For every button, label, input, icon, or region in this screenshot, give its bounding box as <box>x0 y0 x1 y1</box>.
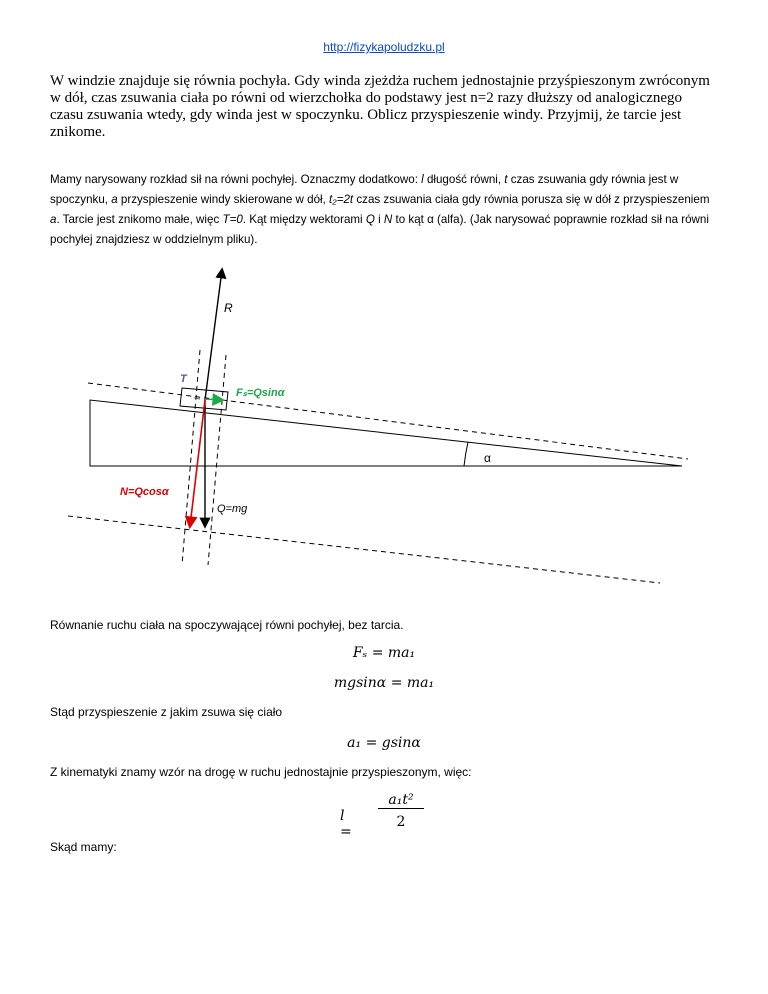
section-text-3: Z kinematyki znamy wzór na drogę w ruchu jednostajnie przyspieszonym, więc: <box>50 765 472 779</box>
label-R: R <box>224 301 233 315</box>
equation-2: mgsinα = ma₁ <box>333 675 435 691</box>
label-Q: Q=mg <box>217 503 248 515</box>
dashed-line-top <box>88 383 688 459</box>
angle-arc <box>464 442 468 466</box>
section-text-1: Równanie ruchu ciała na spoczywającej równi pochyłej, bez tarcia. <box>50 618 404 632</box>
label-T: T <box>180 373 187 385</box>
sliding-force-arrow <box>205 399 222 400</box>
equation-1: Fₛ = ma₁ <box>352 645 416 661</box>
friction-mark <box>194 398 200 399</box>
intro-paragraph: Mamy narysowany rozkład sił na równi pochyłej. Oznaczmy dodatkowo: l długość równi, t czas zsuwania gdy równia jest w spoczynku, a przyspieszenie windy skierowane w dół, t₂=2t czas zsuwania ciała gdy równia porusza się w dół z przyspieszeniem a. Tarcie jest znikomo małe, więc T=0. Kąt między wektorami Q i N to kąt α (alfa). (Jak narysować poprawnie rozkład sił na równi pochyłej znajdziesz w oddzielnym pliku). <box>50 173 710 246</box>
task-statement: W windzie znajduje się równia pochyła. Gdy winda zjeżdża ruchem jednostajnie przyśpieszonym zwróconym w dół, czas zsuwania ciała po równi od wierzchołka do podstawy jest n=2 razy dłuższy od analogicznego czasu zsuwania wtedy, gdy winda jest w spoczynku. Oblicz przyspieszenie windy. Przyjmij, że tarcie jest znikome. <box>50 73 710 140</box>
dashed-line-bottom <box>68 516 660 583</box>
reaction-force-arrow <box>205 270 222 400</box>
source-url[interactable]: http://fizykapoludzku.pl <box>323 40 445 54</box>
label-Fs: Fₛ=Qsinα <box>236 387 285 399</box>
incline-plane <box>90 400 682 466</box>
section-text-2: Stąd przyspieszenie z jakim zsuwa się ciało <box>50 705 283 719</box>
equation-3: a₁ = gsinα <box>347 735 421 751</box>
section-text-4: Skąd mamy: <box>50 840 117 854</box>
label-N: N=Qcosα <box>120 486 169 498</box>
label-alpha: α <box>484 451 491 465</box>
normal-force-arrow <box>190 400 205 526</box>
